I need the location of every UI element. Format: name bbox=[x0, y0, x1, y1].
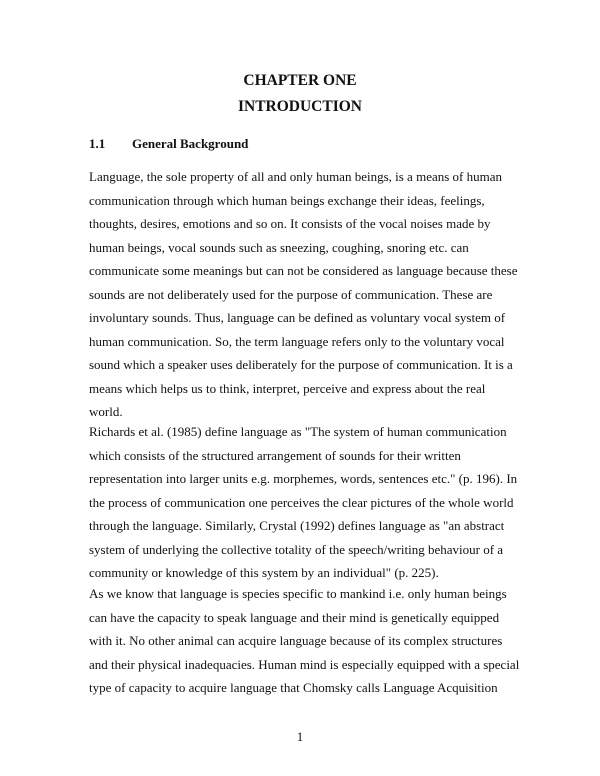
text-line: human beings, vocal sounds such as sneezing, coughing, snoring etc. can bbox=[89, 239, 469, 255]
section-number: 1.1 bbox=[89, 136, 106, 151]
text-line: system of underlying the collective totality of the speech/writing behaviour of a bbox=[89, 541, 504, 557]
text-line: with it. No other animal can acquire language because of its complex structures bbox=[89, 633, 503, 648]
text-line: type of capacity to acquire language that Chomsky calls Language Acquisition bbox=[89, 680, 498, 695]
text-line: world. bbox=[89, 404, 123, 419]
text-line: human communication. So, the term language refers only to the voluntary vocal bbox=[89, 333, 505, 349]
paragraph-3 bbox=[89, 582, 521, 700]
text-line: can have the capacity to speak language and their mind is genetically equipped bbox=[89, 609, 500, 625]
text-line: the process of communication one perceives the clear pictures of the whole world bbox=[89, 494, 514, 510]
text-line: means which helps us to think, interpret, perceive and express about the real bbox=[89, 380, 486, 396]
text-line: As we know that language is species specific to mankind i.e. only human beings bbox=[89, 586, 507, 601]
page-number: 1 bbox=[296, 729, 304, 744]
text-line: Language, the sole property of all and only human beings, is a means of human bbox=[89, 169, 503, 184]
text-line: Richards et al. (1985) define language as "The system of human communication bbox=[89, 424, 507, 439]
text-line: sounds are not deliberately used for the purpose of communication. These are bbox=[89, 286, 493, 302]
text-line: through the language. Similarly, Crystal (1992) defines language as "an abstract bbox=[89, 518, 505, 533]
section-heading bbox=[89, 136, 248, 152]
chapter-subtitle: INTRODUCTION bbox=[237, 98, 362, 115]
text-line: involuntary sounds. Thus, language can be defined as voluntary vocal system of bbox=[89, 310, 506, 325]
text-line: sound which a speaker uses deliberately for the purpose of communication. It is a bbox=[89, 357, 513, 372]
text-line: communicate some meanings but can not be considered as language because these bbox=[89, 263, 518, 278]
chapter-title: CHAPTER ONE bbox=[243, 72, 357, 89]
section-title: General Background bbox=[132, 136, 249, 151]
text-line: thoughts, desires, emotions and so on. It consists of the vocal noises made by bbox=[89, 216, 491, 231]
text-line: community or knowledge of this system by an individual" (p. 225). bbox=[89, 565, 439, 580]
text-line: representation into larger units e.g. morphemes, words, sentences etc." (p. 196). In bbox=[89, 471, 518, 486]
text-line: communication through which human beings exchange their ideas, feelings, bbox=[89, 192, 485, 208]
paragraph-2 bbox=[89, 420, 521, 585]
paragraph-1 bbox=[89, 165, 521, 424]
text-line: and their physical inadequacies. Human mind is especially equipped with a special bbox=[89, 656, 520, 672]
text-line: which consists of the structured arrangement of sounds for their written bbox=[89, 447, 461, 463]
